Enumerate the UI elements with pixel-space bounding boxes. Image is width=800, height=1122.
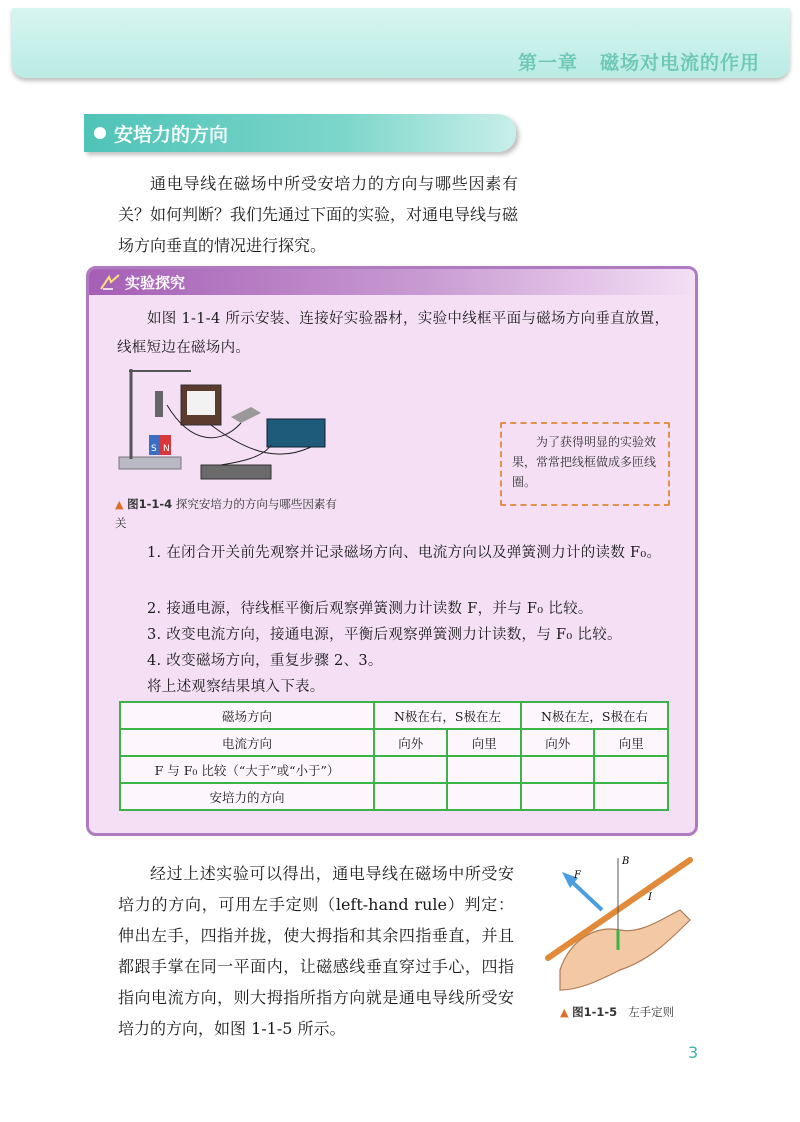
magnet-s-label: S [151,444,157,454]
chapter-title: 磁场对电流的作用 [599,52,760,74]
chapter-number: 第一章 [517,52,578,74]
conclusion-paragraph: 经过上述实验可以得出，通电导线在磁场中所受安培力的方向，可用左手定则（left-hand rule）判定：伸出左手，四指并拢，使大拇指和其余四指垂直，并且都跟手掌在同一平面内，让磁感线垂直穿过手心，四指指向电流方向，则大拇指所指方向就是通电导线所受安培力的方向，如图 1-1-5 所示。 [118,864,514,1038]
figure2-caption [560,1004,674,1020]
table-cell-empty[interactable] [374,783,447,810]
table-cell-empty[interactable] [521,756,594,783]
caption-triangle-icon: ▲ [115,498,124,511]
table-row [120,783,668,810]
table-cell-empty[interactable] [594,756,668,783]
table-row [120,756,668,783]
step-4: 4. 改变磁场方向，重复步骤 2、3。 [147,653,383,669]
section-title: 安培力的方向 [114,124,229,146]
table-cell-empty[interactable] [374,756,447,783]
caption-triangle-icon: ▲ [560,1006,569,1019]
table-group-header: N极在右，S极在左 [374,702,521,729]
results-table [119,701,669,811]
figure2-number: 图1-1-5 [572,1005,618,1019]
switch [231,407,261,423]
spring-scale [155,391,163,417]
experiment-setup-text: 如图 1-1-4 所示安装、连接好实验器材，实验中线框平面与磁场方向垂直放置，线框短边在磁场内。 [117,311,670,356]
figure2-caption-text: 左手定则 [628,1005,675,1019]
table-group-header: N极在左，S极在右 [521,702,668,729]
section-heading [84,114,516,152]
magnet-n-label: N [163,444,170,454]
table-cell: 向里 [594,729,668,756]
table-cell-empty[interactable] [594,783,668,810]
page-number: 3 [688,1043,699,1062]
step-2: 2. 接通电源，待线框平衡后观察弹簧测力计读数 F，并与 F₀ 比较。 [147,601,593,617]
base-plate [119,457,181,469]
table-intro: 将上述观察结果填入下表。 [147,679,325,695]
table-row [120,729,668,756]
table-cell-empty[interactable] [447,756,521,783]
table-cell: 向里 [447,729,521,756]
table-row-label: 电流方向 [120,729,374,756]
intro-paragraph: 通电导线在磁场中所受安培力的方向与哪些因素有关？如何判断？我们先通过下面的实验，对通电导线与磁场方向垂直的情况进行探究。 [118,174,519,255]
ammeter-dial [187,391,215,415]
table-row-label: F 与 F₀ 比较（“大于”或“小于”） [120,756,374,783]
table-row-label: 安培力的方向 [120,783,374,810]
apparatus-figure [111,365,341,497]
chapter-heading [518,48,760,75]
rheostat [201,465,271,479]
bullet-dot-icon [94,127,106,139]
experiment-tab-label: 实验探究 [125,274,186,292]
label-f: F [574,870,581,881]
hand-shape [560,910,690,990]
magnet-spark-icon [99,273,121,291]
figure-caption-text: 探究安培力的方向与哪些因素有关 [115,497,337,530]
table-row-label: 磁场方向 [120,702,374,729]
table-cell-empty[interactable] [521,783,594,810]
table-row [120,702,668,729]
side-note [500,422,670,506]
left-hand-rule-figure [540,850,700,1000]
label-b: B [622,856,630,867]
force-arrow [570,880,602,910]
table-cell-empty[interactable] [447,783,521,810]
experiment-tab [89,269,695,295]
side-note-text: 为了获得明显的实验效果，常常把线框做成多匝线圈。 [512,435,657,489]
label-i: I [648,892,652,903]
table-cell: 向外 [374,729,447,756]
step-3: 3. 改变电流方向，接通电源，平衡后观察弹簧测力计读数，与 F₀ 比较。 [147,627,622,643]
figure-caption [115,495,345,532]
header-band [12,8,790,78]
figure-number: 图1-1-4 [127,497,173,511]
battery-pack [267,419,325,447]
table-cell: 向外 [521,729,594,756]
experiment-box [86,266,698,836]
step-1: 1. 在闭合开关前先观察并记录磁场方向、电流方向以及弹簧测力计的读数 F₀。 [147,545,662,561]
